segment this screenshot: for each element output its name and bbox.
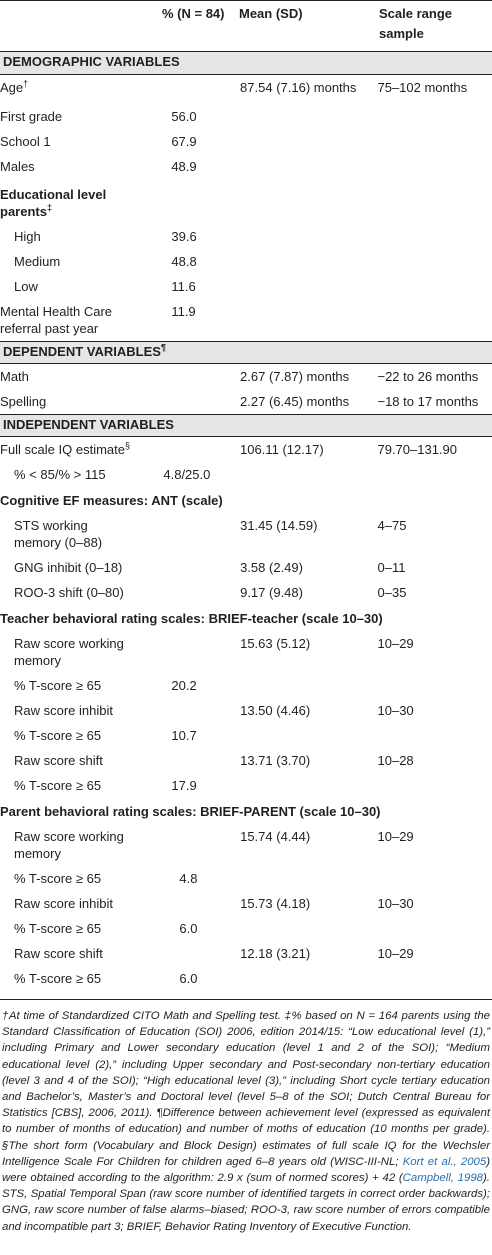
subhead-ant: Cognitive EF measures: ANT (scale) <box>0 493 223 508</box>
table-row: % T-score ≥ 65 6.0 <box>14 921 198 936</box>
table-row: % < 85/% > 115 4.8/25.0 <box>14 467 211 482</box>
table-row: Raw score working memory 15.63 (5.12) 10–29 <box>14 636 414 668</box>
table-row: % T-score ≥ 65 6.0 <box>14 971 198 986</box>
citation-link-kort[interactable]: Kort et al., 2005 <box>402 1155 487 1168</box>
table-row: Raw score shift 13.71 (3.70) 10–28 <box>14 753 414 768</box>
table-row: ROO-3 shift (0–80) 9.17 (9.48) 0–35 <box>14 585 407 600</box>
table-row: Raw score inhibit 13.50 (4.46) 10–30 <box>14 703 414 718</box>
table-row: % T-score ≥ 65 10.7 <box>14 728 197 743</box>
table-row: School 1 67.9 <box>0 134 197 149</box>
table-row: % T-score ≥ 65 4.8 <box>14 871 198 886</box>
table-row: Math 2.67 (7.87) months −22 to 26 months <box>0 369 479 384</box>
table-row: Males 48.9 <box>0 159 197 174</box>
table-row: GNG inhibit (0–18) 3.58 (2.49) 0–11 <box>14 560 406 575</box>
section-demographic: DEMOGRAPHIC VARIABLES <box>0 52 492 75</box>
table-row: First grade 56.0 <box>0 109 197 124</box>
table-row: Mental Health Care referral past year 11.9 <box>0 304 196 336</box>
table-row: Spelling 2.27 (6.45) months −18 to 17 months <box>0 394 479 409</box>
table-footnote: †At time of Standardized CITO Math and Spelling test. ‡% based on N = 164 parents using the Standard Classification of Education (SOI) 2006, edition 2014/15: “Low educational level (1),” including Primary and Lower secondary education (level 1 and 2 of the SOI); “Medium educational level (2),” including Upper secondary and Post-secondary non-tertiary education (level 3 and 4 of the SOI); “High educational level (3),” including Short cycle tertiary education and Bachelor’s, Master’s and Doctoral level (level 5–8 of the SOI; Dutch Central Bureau for Statistics [CBS], 2006, 2011). ¶Difference between achievement level (expressed as equivalent to number of months of education) and number of moths of education (10 months per grade). §The short form (Vocabulary and Block Design) estimates of full scale IQ for the Wechsler Intelligence Scale For Children for children aged 6–8 years old (WISC-III-NL; Kort et al., 2005) were obtained according to the algorithm: 2.9 x (sum of normed scores) + 42 (Campbell, 1998). STS, Spatial Temporal Span (raw score number of identified targets in correct order backwards); GNG, raw score number of false alarms–biased; ROO-3, raw score number of errors compatible and incompatible part 3; BRIEF, Behavior Rating Inventory of Executive Function. <box>0 999 492 1235</box>
subhead-teacher: Teacher behavioral rating scales: BRIEF-teacher (scale 10–30) <box>0 611 383 626</box>
header-label-cell <box>0 1 160 51</box>
table-row: Raw score working memory 15.74 (4.44) 10–29 <box>14 829 414 861</box>
table-row: Educational level parents‡ <box>0 187 107 219</box>
table-header <box>0 0 492 52</box>
header-mean: Mean (SD) <box>239 6 303 21</box>
table-row: Raw score inhibit 15.73 (4.18) 10–30 <box>14 896 414 911</box>
table-row: High 39.6 <box>14 229 197 244</box>
table-row: % T-score ≥ 65 20.2 <box>14 678 197 693</box>
citation-link-campbell[interactable]: Campbell, 1998 <box>402 1172 484 1185</box>
header-range: Scale range sample <box>379 6 452 41</box>
table-row: Medium 48.8 <box>14 254 197 269</box>
table-row: % T-score ≥ 65 17.9 <box>14 778 197 793</box>
table-row: Age† 87.54 (7.16) months 75–102 months <box>0 78 468 95</box>
header-pct: % (N = 84) <box>162 6 225 21</box>
section-independent: INDEPENDENT VARIABLES <box>0 414 492 437</box>
section-dependent: DEPENDENT VARIABLES¶ <box>0 341 492 364</box>
table-row: Full scale IQ estimate§ 106.11 (12.17) 79.70–131.90 <box>0 440 458 457</box>
table-row: Raw score shift 12.18 (3.21) 10–29 <box>14 946 414 961</box>
table-row: Low 11.6 <box>14 279 196 294</box>
table-row: STS working memory (0–88) 31.45 (14.59) 4–75 <box>14 518 407 550</box>
subhead-parent: Parent behavioral rating scales: BRIEF-PARENT (scale 10–30) <box>0 804 381 819</box>
